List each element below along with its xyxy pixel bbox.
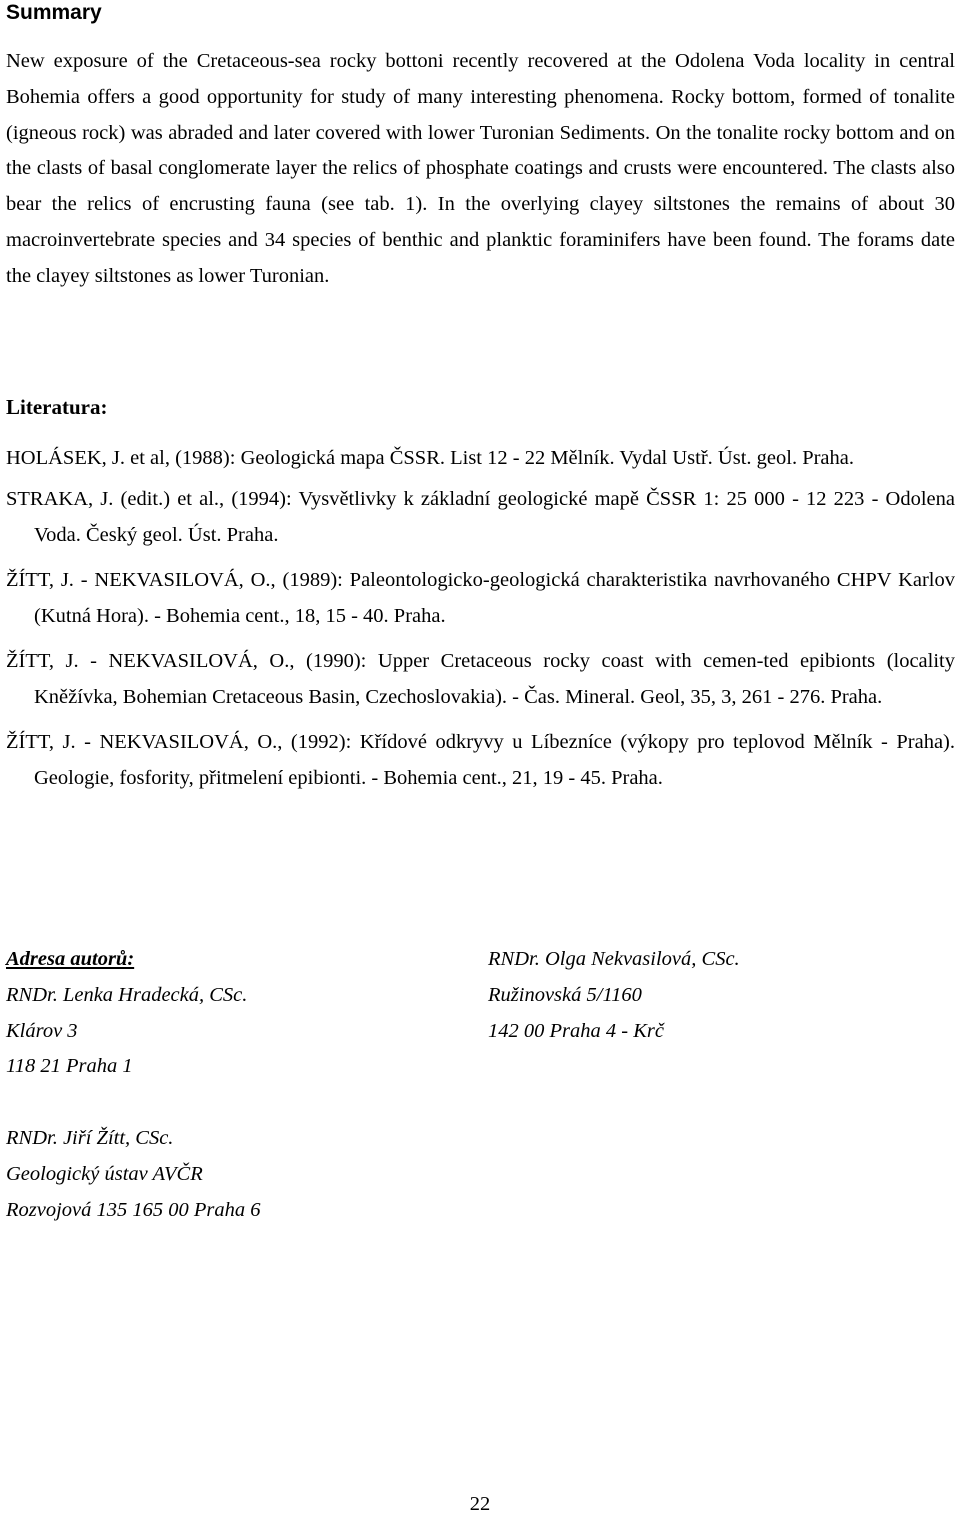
reference-item: ŽÍTT, J. - NEKVASILOVÁ, O., (1989): Paleontologicko-geologická charakteristika navrhovaného CHPV Karlov (Kutná Hora). - Bohemia cent., 18, 15 - 40. Praha. (6, 569, 955, 627)
address-line: 118 21 Praha 1 (6, 1055, 133, 1078)
literature-heading: Literatura: (6, 395, 108, 419)
address-line: RNDr. Jiří Žítt, CSc. (6, 1127, 174, 1149)
address-line: RNDr. Lenka Hradecká, CSc. (6, 983, 248, 1006)
address-column-left (6, 942, 247, 1085)
summary-heading: Summary (6, 1, 102, 24)
address-line: 142 00 Praha 4 - Krč (488, 1019, 664, 1042)
address-heading: Adresa autorů: (6, 948, 135, 970)
reference-item: HOLÁSEK, J. et al, (1988): Geologická mapa ČSSR. List 12 - 22 Mělník. Vydal Ustř. Úst. geol. Praha. (6, 447, 855, 469)
reference-item: STRAKA, J. (edit.) et al., (1994): Vysvětlivky k základní geologické mapě ČSSR 1: 25 000 - 12 223 - Odolena Voda. Český geol. Úst. Praha. (6, 488, 955, 546)
reference-item: ŽÍTT, J. - NEKVASILOVÁ, O., (1990): Upper Cretaceous rocky coast with cemen-ted epibionts (locality Kněžívka, Bohemian Cretaceous Basin, Czechoslovakia). - Čas. Mineral. Geol, 35, 3, 261 - 276. Praha. (6, 650, 955, 708)
reference-list (6, 440, 955, 805)
address-line: Ružinovská 5/1160 (488, 983, 642, 1006)
summary-paragraph: New exposure of the Cretaceous-sea rocky bottoni recently recovered at the Odolena Voda locality in central Bohemia offers a good opportunity for study of many interesting phenomena. Rocky bottom, formed of tonalite (igneous rock) was abraded and later covered with lower Turonian Sediments. On the tonalite rocky bottom and on the clasts of basal conglomerate layer the relics of phosphate coatings and crusts were encountered. The clasts also bear the relics of encrusting fauna (see tab. 1). In the overlying clayey siltstones the remains of about 30 macroinvertebrate species and 34 species of benthic and planktic foraminifers have been found. The forams date the clayey siltstones as lower Turonian. (6, 50, 955, 287)
reference-item: ŽÍTT, J. - NEKVASILOVÁ, O., (1992): Křídové odkryvy u Líbezníce (výkopy pro teplovod Mělník - Praha). Geologie, fosfority, přitmelení epibionti. - Bohemia cent., 21, 19 - 45. Praha. (6, 731, 955, 789)
address-line: Klárov 3 (6, 1019, 78, 1042)
address-line: Rozvojová 135 165 00 Praha 6 (6, 1198, 261, 1221)
address-block-second (6, 1121, 261, 1228)
address-line: RNDr. Olga Nekvasilová, CSc. (488, 948, 740, 970)
address-column-right (488, 942, 740, 1049)
page-number: 22 (469, 1493, 491, 1515)
address-line: Geologický ústav AVČR (6, 1162, 203, 1185)
